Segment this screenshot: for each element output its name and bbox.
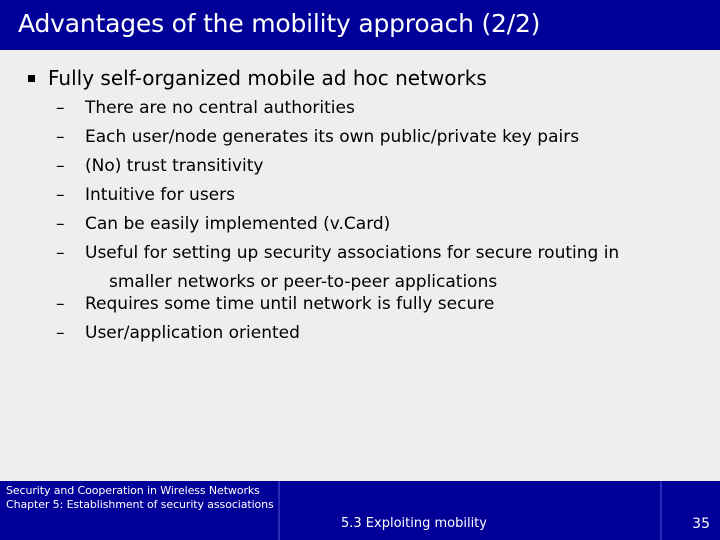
sub-bullet-text: Useful for setting up security associations for secure routing in [85, 243, 620, 263]
square-bullet-icon [28, 75, 35, 82]
sub-bullet-text: Can be easily implemented (v.Card) [85, 214, 391, 234]
dash-bullet-icon: – [56, 127, 65, 147]
dash-bullet-icon: – [56, 98, 65, 118]
page-number: 35 [692, 516, 710, 532]
dash-bullet-icon: – [56, 243, 65, 263]
footer-course-title: Security and Cooperation in Wireless Networks [6, 484, 260, 497]
footer-chapter: Chapter 5: Establishment of security associations [6, 498, 274, 511]
sub-bullet-text: There are no central authorities [85, 98, 355, 118]
sub-bullet-text: Intuitive for users [85, 185, 235, 205]
footer-section: 5.3 Exploiting mobility [341, 516, 487, 531]
title-bar [0, 0, 720, 50]
sub-bullet-text: Each user/node generates its own public/private key pairs [85, 127, 580, 147]
dash-bullet-icon: – [56, 185, 65, 205]
main-bullet-text: Fully self-organized mobile ad hoc networks [48, 66, 487, 90]
dash-bullet-icon: – [56, 294, 65, 314]
slide-content [0, 60, 720, 480]
dash-bullet-icon: – [56, 156, 65, 176]
sub-bullet-text: User/application oriented [85, 323, 300, 343]
sub-bullet-text: (No) trust transitivity [85, 156, 264, 176]
footer-course-info [6, 484, 274, 512]
dash-bullet-icon: – [56, 323, 65, 343]
footer-divider [278, 481, 280, 540]
dash-bullet-icon: – [56, 214, 65, 234]
footer-divider [660, 481, 662, 540]
sub-bullet-text: Requires some time until network is fully secure [85, 294, 495, 314]
footer-bar [0, 481, 720, 540]
slide-title: Advantages of the mobility approach (2/2) [18, 9, 541, 38]
sub-bullet-continuation: smaller networks or peer-to-peer applications [109, 272, 498, 292]
